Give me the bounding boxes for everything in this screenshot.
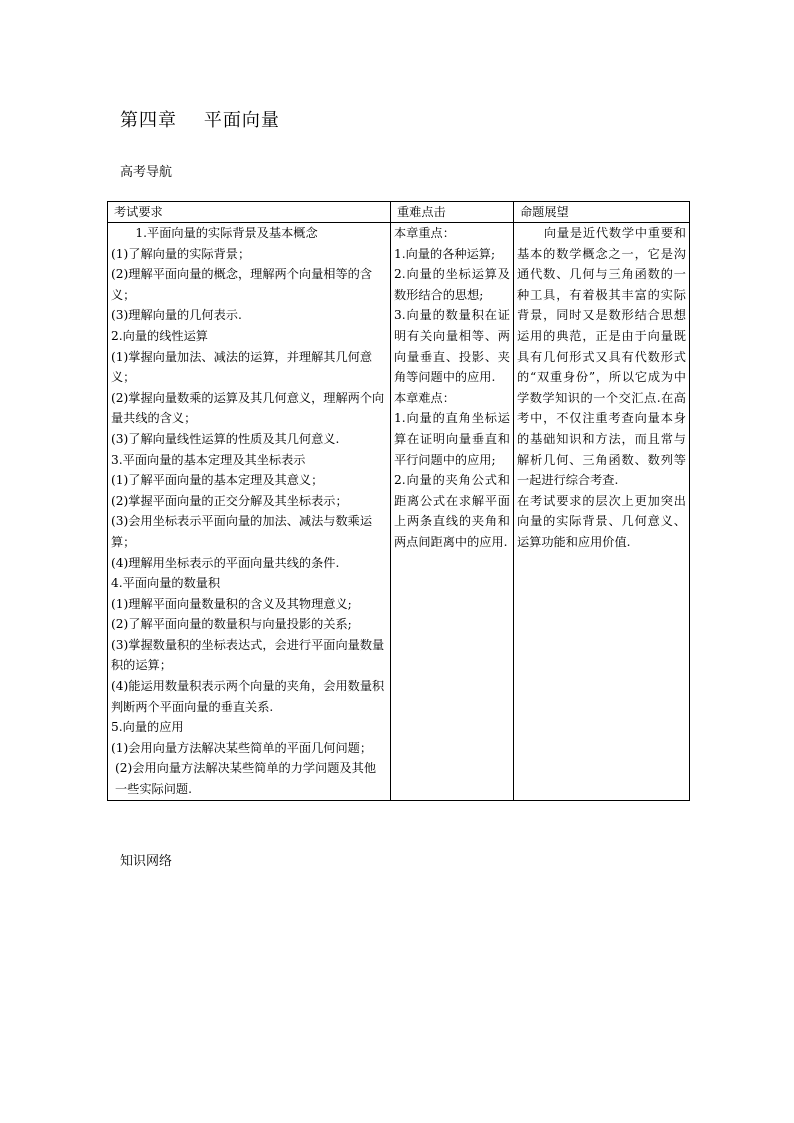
requirement-item: (2)会用向量方法解决某些简单的力学问题及其他一些实际问题.: [115, 761, 377, 797]
chapter-title: 第四章 平面向量: [120, 110, 280, 131]
table-header-row: [108, 202, 690, 223]
section-heading-knowledge-network: 知识网络: [120, 854, 173, 869]
difficult-point-item: 2.向量的夹角公式和距离公式在求解平面上两条直线的夹角和两点间距离中的应用.: [394, 473, 510, 549]
requirement-item: (1)了解平面向量的基本定理及其意义；: [111, 473, 324, 488]
key-points-heading: 本章重点：: [394, 226, 455, 240]
key-points-cell: [391, 223, 514, 801]
requirement-heading: 5.向量的应用: [111, 720, 184, 735]
requirement-heading: 2.向量的线性运算: [111, 328, 208, 343]
requirement-item: (2)掌握平面向量的正交分解及其坐标表示；: [111, 493, 348, 508]
requirement-item: (2)了解平面向量的数量积与向量投影的关系;: [111, 617, 352, 632]
requirement-heading: 1.平面向量的实际背景及基本概念: [135, 226, 318, 240]
difficult-point-item: 1.向量的直角坐标运算在证明向量垂直和平行问题中的应用;: [394, 411, 510, 467]
requirement-item: (1)了解向量的实际背景；: [111, 246, 251, 261]
requirements-cell: [108, 223, 391, 801]
exam-requirements-table: [107, 201, 690, 801]
requirement-item: (3)理解向量的几何表示.: [111, 308, 242, 323]
key-point-item: 3.向量的数量积在证明有关向量相等、两向量垂直、投影、夹角等问题中的应用.: [394, 308, 510, 385]
requirement-item: (2)理解平面向量的概念，理解两个向量相等的含义；: [111, 267, 373, 302]
requirement-item: (3)掌握数量积的坐标表达式，会进行平面向量数量积的运算；: [111, 637, 385, 673]
requirement-item: (2)掌握向量数乘的运算及其几何意义，理解两个向量共线的含义；: [111, 390, 385, 426]
requirement-item: (4)能运用数量积表示两个向量的夹角，会用数量积判断两个平面向量的垂直关系.: [111, 679, 385, 714]
outlook-paragraph: 向量是近代数学中重要和基本的数学概念之一，它是沟通代数、几何与三角函数的一种工具，有着极其丰富的实际背景，同时又是数形结合思想运用的典范，正是由于向量既具有几何形式又具有代数形式的“双重身份”，所以它成为中学数学知识的一个交汇点.在高考中，不仅注重考查向量本身的基础知识和方法，而且常与解析几何、三角函数、数列等一起进行综合考查.: [517, 226, 686, 488]
requirement-item: (3)了解向量线性运算的性质及其几何意义.: [111, 431, 340, 446]
header-exam-requirements: 考试要求: [108, 202, 391, 223]
requirement-heading: 3.平面向量的基本定理及其坐标表示: [111, 452, 306, 467]
requirement-item: (4)理解用坐标表示的平面向量共线的条件.: [111, 555, 340, 570]
header-key-points: 重难点击: [391, 202, 514, 223]
section-heading-exam-guide: 高考导航: [120, 165, 173, 180]
difficult-points-heading: 本章难点：: [394, 390, 455, 405]
outlook-cell: [514, 223, 690, 801]
requirement-item: (3)会用坐标表示平面向量的加法、减法与数乘运算；: [111, 514, 373, 549]
outlook-paragraph: 在考试要求的层次上更加突出向量的实际背景、几何意义、运算功能和应用价值.: [517, 493, 686, 549]
key-point-item: 2.向量的坐标运算及数形结合的思想;: [394, 267, 510, 302]
requirement-item: (1)理解平面向量数量积的含义及其物理意义;: [111, 596, 352, 611]
requirement-heading: 4.平面向量的数量积: [111, 576, 221, 591]
table-row: [108, 223, 690, 801]
requirement-item: (1)会用向量方法解决某些简单的平面几何问题；: [111, 740, 373, 755]
header-outlook: 命题展望: [514, 202, 690, 223]
requirement-item: (1)掌握向量加法、减法的运算，并理解其几何意义；: [111, 349, 373, 385]
key-point-item: 1.向量的各种运算;: [394, 246, 496, 261]
